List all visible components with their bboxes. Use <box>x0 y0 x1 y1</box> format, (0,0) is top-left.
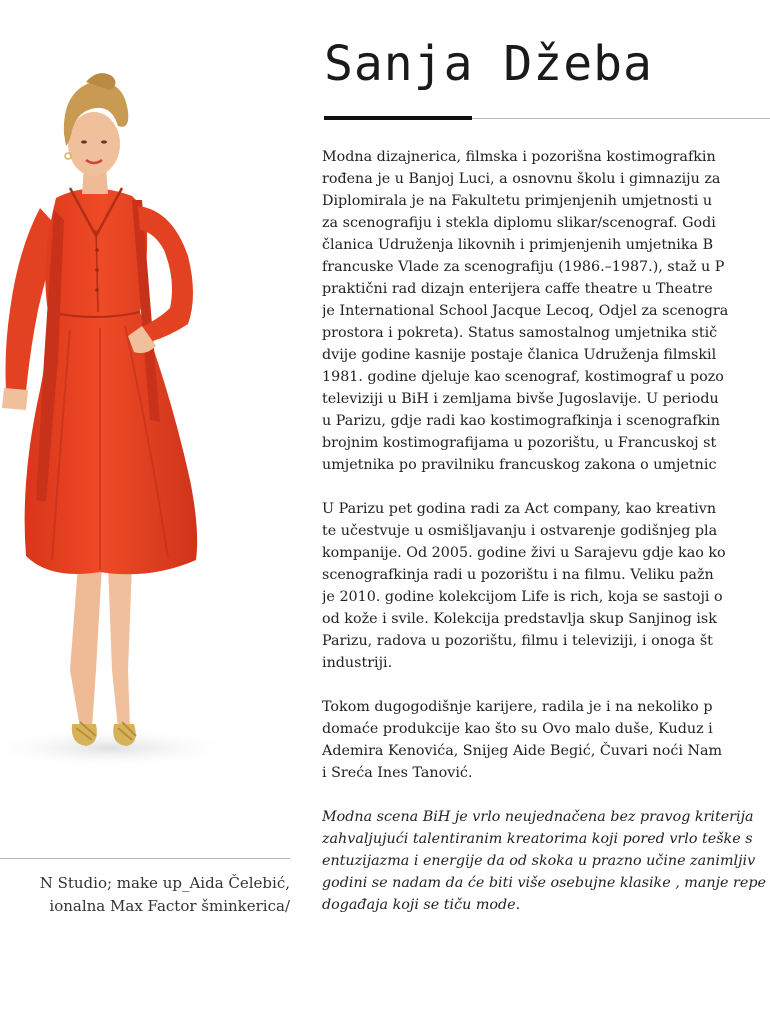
text-line: je 2010. godine kolekcijom Life is rich, koja se sastoji o <box>322 589 723 605</box>
caption-line: ionalna Max Factor šminkerica/ <box>49 897 290 915</box>
text-line: domaće produkcije kao što su Ovo malo duše, Kuduz i <box>322 721 713 737</box>
text-line: Tokom dugogodišnje karijere, radila je i na nekoliko p <box>322 699 713 715</box>
text-line: rođena je u Banjoj Luci, a osnovnu školu i gimnaziju za <box>322 171 721 187</box>
text-line: prostora i pokreta). Status samostalnog umjetnika stič <box>322 325 718 341</box>
bio-paragraph-2 <box>322 498 770 674</box>
text-line: događaja koji se tiču mode. <box>322 897 521 913</box>
text-line: scenografkinja radi u pozorištu i na filmu. Veliku pažn <box>322 567 714 583</box>
text-line: Ademira Kenovića, Snijeg Aide Begić, Čuvari noći Nam <box>322 743 723 759</box>
text-line: dvije godine kasnije postaje članica Udruženja filmskil <box>322 347 717 363</box>
text-line: godini se nadam da će biti više osebujne klasike , manje repe <box>322 875 766 891</box>
portrait-photo <box>0 60 300 850</box>
woman-in-red-dress-image <box>0 60 300 850</box>
text-line: Modna dizajnerica, filmska i pozorišna kostimografkin <box>322 149 716 165</box>
text-line: članica Udruženja likovnih i primjenjenih umjetnika B <box>322 237 714 253</box>
text-line: televiziji u BiH i zemljama bivše Jugoslavije. U periodu <box>322 391 719 407</box>
text-line: od kože i svile. Kolekcija predstavlja skup Sanjinog isk <box>322 611 717 627</box>
text-line: praktični rad dizajn enterijera caffe theatre u Theatre <box>322 281 713 297</box>
page-title: Sanja Džeba <box>324 36 653 92</box>
biography-text <box>322 146 770 938</box>
text-line: Parizu, radova u pozorištu, filmu i televiziji, i onoga št <box>322 633 713 649</box>
text-line: francuske Vlade za scenografiju (1986.–1987.), staž u P <box>322 259 725 275</box>
bio-paragraph-1 <box>322 146 770 476</box>
text-line: kompanije. Od 2005. godine živi u Sarajevu gdje kao ko <box>322 545 726 561</box>
text-line: i Sreća Ines Tanović. <box>322 765 473 781</box>
text-line: u Parizu, gdje radi kao kostimografkinja i scenografkin <box>322 413 721 429</box>
text-line: Diplomirala je na Fakultetu primjenjenih umjetnosti u <box>322 193 713 209</box>
bio-quote <box>322 806 770 916</box>
text-line: U Parizu pet godina radi za Act company, kao kreativn <box>322 501 717 517</box>
text-line: zahvaljujući talentiranim kreatorima koji pored vrlo teške s <box>322 831 753 847</box>
text-line: 1981. godine djeluje kao scenograf, kostimograf u pozo <box>322 369 724 385</box>
bio-paragraph-3 <box>322 696 770 784</box>
caption-divider <box>0 858 290 859</box>
text-line: za scenografiju i stekla diplomu slikar/scenograf. Godi <box>322 215 716 231</box>
photo-caption <box>0 872 290 918</box>
text-line: te učestvuje u osmišljavanju i ostvarenje godišnjeg pla <box>322 523 718 539</box>
text-line: je International School Jacque Lecoq, Odjel za scenogra <box>322 303 729 319</box>
caption-line: N Studio; make up_Aida Čelebić, <box>39 874 290 892</box>
text-line: entuzijazma i energije da od skoka u prazno učine zanimljiv <box>322 853 756 869</box>
text-line: Modna scena BiH je vrlo neujednačena bez pravog kriterija <box>322 809 754 825</box>
text-line: industriji. <box>322 655 393 671</box>
text-line: umjetnika po pravilniku francuskog zakona o umjetnic <box>322 457 717 473</box>
text-line: brojnim kostimografijama u pozorištu, u Francuskoj st <box>322 435 717 451</box>
title-accent-bar <box>324 116 472 120</box>
